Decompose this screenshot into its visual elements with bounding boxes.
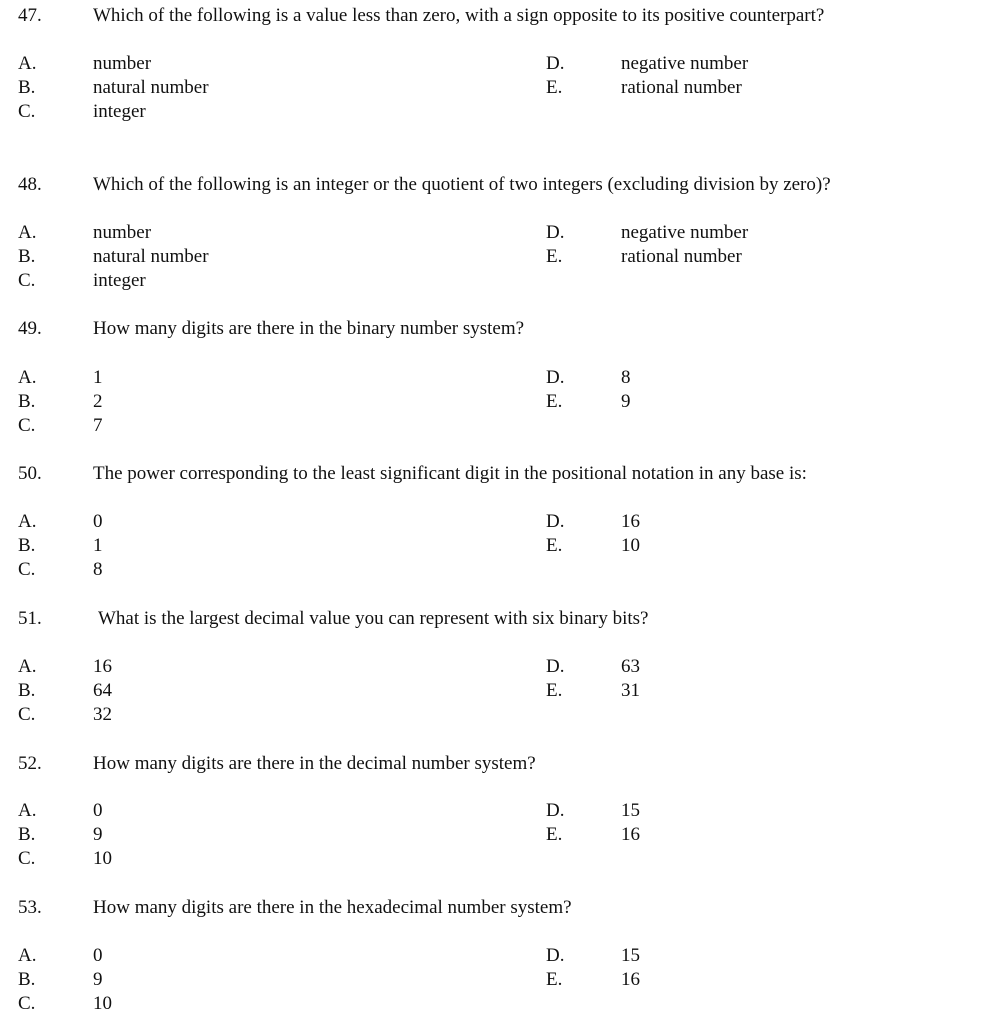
option-text: 16 (621, 824, 640, 845)
option-d (0, 655, 993, 679)
option-letter: B. (18, 969, 36, 990)
option-text: 63 (621, 656, 640, 677)
option-text: 15 (621, 945, 640, 966)
option-text: 10 (93, 848, 112, 869)
option-text: number (93, 222, 152, 243)
option-text: 31 (621, 680, 640, 701)
option-text: rational number (621, 77, 742, 98)
option-text: 10 (621, 535, 640, 556)
option-e (0, 823, 993, 847)
option-letter: B. (18, 535, 36, 556)
option-c (0, 269, 993, 293)
question-number: 52. (18, 753, 42, 774)
option-c (0, 558, 993, 582)
question-text: The power corresponding to the least significant digit in the positional notation in any base is: (93, 463, 807, 484)
option-text: 1 (93, 535, 103, 556)
option-text: natural number (93, 77, 209, 98)
option-text: 10 (93, 993, 112, 1014)
option-text: 64 (93, 680, 112, 701)
option-text: 2 (93, 391, 103, 412)
option-text: integer (93, 101, 146, 122)
option-letter: D. (546, 511, 565, 532)
option-text: natural number (93, 246, 209, 267)
option-letter: C. (18, 270, 36, 291)
option-letter: A. (18, 367, 37, 388)
option-letter: C. (18, 993, 36, 1014)
option-letter: B. (18, 824, 36, 845)
option-d (0, 510, 993, 534)
option-text: 0 (93, 800, 103, 821)
option-letter: C. (18, 101, 36, 122)
option-text: 15 (621, 800, 640, 821)
option-e (0, 76, 993, 100)
question-text: How many digits are there in the binary number system? (93, 318, 525, 339)
option-letter: B. (18, 77, 36, 98)
option-text: 9 (93, 969, 103, 990)
question-text: Which of the following is a value less than zero, with a sign opposite to its positive counterpart? (93, 5, 825, 26)
option-letter: D. (546, 222, 565, 243)
option-text: 16 (621, 511, 640, 532)
option-text: negative number (621, 53, 749, 74)
option-e (0, 679, 993, 703)
option-text: rational number (621, 246, 742, 267)
option-letter: D. (546, 656, 565, 677)
option-text: 16 (93, 656, 112, 677)
option-letter: E. (546, 77, 563, 98)
option-letter: C. (18, 415, 36, 436)
option-text: 0 (93, 511, 103, 532)
option-letter: D. (546, 53, 565, 74)
option-c (0, 100, 993, 124)
option-text: 8 (621, 367, 631, 388)
question-text: What is the largest decimal value you can represent with six binary bits? (98, 608, 649, 629)
option-text: negative number (621, 222, 749, 243)
option-letter: B. (18, 680, 36, 701)
option-text: 0 (93, 945, 103, 966)
question-number: 48. (18, 174, 42, 195)
option-letter: B. (18, 391, 36, 412)
option-letter: E. (546, 391, 563, 412)
question-number: 51. (18, 608, 42, 629)
option-letter: C. (18, 848, 36, 869)
option-c (0, 414, 993, 438)
option-c (0, 703, 993, 727)
option-letter: A. (18, 53, 37, 74)
option-text: 9 (93, 824, 103, 845)
option-letter: A. (18, 511, 37, 532)
option-e (0, 534, 993, 558)
option-letter: E. (546, 969, 563, 990)
option-letter: D. (546, 367, 565, 388)
question-text: How many digits are there in the hexadecimal number system? (93, 897, 572, 918)
option-text: 1 (93, 367, 103, 388)
question-number: 50. (18, 463, 42, 484)
option-c (0, 992, 993, 1016)
option-d (0, 52, 993, 76)
option-text: integer (93, 270, 146, 291)
option-letter: A. (18, 656, 37, 677)
option-letter: D. (546, 800, 565, 821)
question-text: How many digits are there in the decimal number system? (93, 753, 536, 774)
option-text: 32 (93, 704, 112, 725)
option-d (0, 799, 993, 823)
option-letter: E. (546, 680, 563, 701)
option-d (0, 944, 993, 968)
option-letter: A. (18, 945, 37, 966)
question-text: Which of the following is an integer or the quotient of two integers (excluding division by zero)? (93, 174, 831, 195)
option-letter: B. (18, 246, 36, 267)
question-number: 49. (18, 318, 42, 339)
option-letter: E. (546, 246, 563, 267)
option-letter: E. (546, 824, 563, 845)
question-number: 53. (18, 897, 42, 918)
option-e (0, 245, 993, 269)
option-text: number (93, 53, 152, 74)
option-e (0, 968, 993, 992)
option-letter: C. (18, 704, 36, 725)
option-letter: A. (18, 222, 37, 243)
option-letter: A. (18, 800, 37, 821)
question-number: 47. (18, 5, 42, 26)
option-c (0, 847, 993, 871)
option-d (0, 366, 993, 390)
option-d (0, 221, 993, 245)
option-text: 9 (621, 391, 631, 412)
option-letter: D. (546, 945, 565, 966)
option-letter: C. (18, 559, 36, 580)
option-text: 7 (93, 415, 103, 436)
option-text: 16 (621, 969, 640, 990)
option-e (0, 390, 993, 414)
option-letter: E. (546, 535, 563, 556)
option-text: 8 (93, 559, 103, 580)
